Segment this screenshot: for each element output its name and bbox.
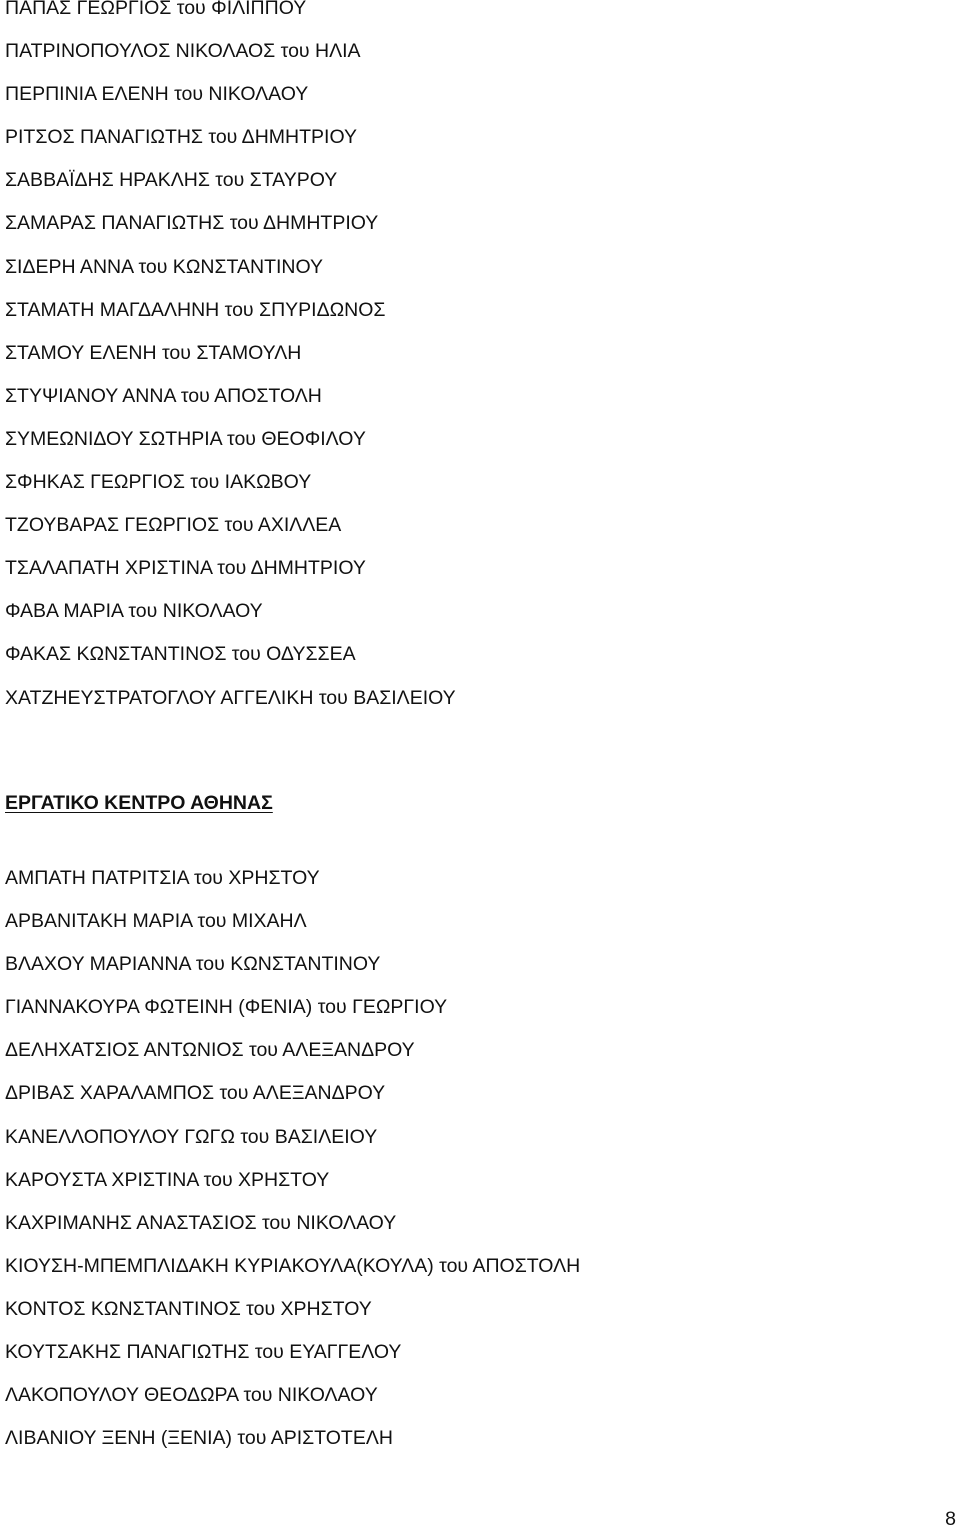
list-item: ΚΑΧΡΙΜΑΝΗΣ ΑΝΑΣΤΑΣΙΟΣ του ΝΙΚΟΛΑΟΥ [5, 1211, 397, 1234]
list-item: ΚΟΝΤΟΣ ΚΩΝΣΤΑΝΤΙΝΟΣ του ΧΡΗΣΤΟΥ [5, 1297, 372, 1320]
list-item: ΣΙΔΕΡΗ ΑΝΝΑ του ΚΩΝΣΤΑΝΤΙΝΟΥ [5, 255, 324, 278]
list-item: ΠΑΤΡΙΝΟΠΟΥΛΟΣ ΝΙΚΟΛΑΟΣ του ΗΛΙΑ [5, 40, 361, 63]
list-item: ΣΦΗΚΑΣ ΓΕΩΡΓΙΟΣ του ΙΑΚΩΒΟΥ [5, 471, 312, 494]
list-item: ΛΑΚΟΠΟΥΛΟΥ ΘΕΟΔΩΡΑ του ΝΙΚΟΛΑΟΥ [5, 1384, 378, 1407]
list-item: ΣΤΥΨΙΑΝΟΥ ΑΝΝΑ του ΑΠΟΣΤΟΛΗ [5, 384, 322, 407]
list-item: ΑΜΠΑΤΗ ΠΑΤΡΙΤΣΙΑ του ΧΡΗΣΤΟΥ [5, 867, 320, 889]
list-item: ΣΑΜΑΡΑΣ ΠΑΝΑΓΙΩΤΗΣ του ΔΗΜΗΤΡΙΟΥ [5, 212, 379, 235]
list-item: ΚΑΝΕΛΛΟΠΟΥΛΟΥ ΓΩΓΩ του ΒΑΣΙΛΕΙΟΥ [5, 1125, 378, 1148]
name-list-top [5, 0, 456, 731]
list-item: ΣΤΑΜΑΤΗ ΜΑΓΔΑΛΗΝΗ του ΣΠΥΡΙΔΩΝΟΣ [5, 298, 386, 321]
list-item: ΑΡΒΑΝΙΤΑΚΗ ΜΑΡΙΑ του ΜΙΧΑΗΛ [5, 910, 307, 933]
list-item: ΡΙΤΣΟΣ ΠΑΝΑΓΙΩΤΗΣ του ΔΗΜΗΤΡΙΟΥ [5, 126, 357, 149]
list-item: ΛΙΒΑΝΙΟΥ ΞΕΝΗ (ΞΕΝΙΑ) του ΑΡΙΣΤΟΤΕΛΗ [5, 1427, 393, 1450]
list-item: ΔΡΙΒΑΣ ΧΑΡΑΛΑΜΠΟΣ του ΑΛΕΞΑΝΔΡΟΥ [5, 1082, 386, 1105]
list-item: ΣΥΜΕΩΝΙΔΟΥ ΣΩΤΗΡΙΑ του ΘΕΟΦΙΛΟΥ [5, 427, 366, 450]
list-item: ΦΑΚΑΣ ΚΩΝΣΤΑΝΤΙΝΟΣ του ΟΔΥΣΣΕΑ [5, 643, 356, 666]
page-number: 8 [945, 1508, 956, 1530]
list-item: ΧΑΤΖΗΕΥΣΤΡΑΤΟΓΛΟΥ ΑΓΓΕΛΙΚΗ του ΒΑΣΙΛΕΙΟΥ [5, 686, 456, 709]
name-list-bottom [5, 868, 580, 1471]
list-item: ΤΖΟΥΒΑΡΑΣ ΓΕΩΡΓΙΟΣ του ΑΧΙΛΛΕΑ [5, 514, 342, 537]
list-item: ΓΙΑΝΝΑΚΟΥΡΑ ΦΩΤΕΙΝΗ (ΦΕΝΙΑ) του ΓΕΩΡΓΙΟΥ [5, 996, 448, 1019]
list-item: ΠΑΠΑΣ ΓΕΩΡΓΙΟΣ του ΦΙΛΙΠΠΟΥ [5, 0, 307, 19]
list-item: ΚΟΥΤΣΑΚΗΣ ΠΑΝΑΓΙΩΤΗΣ του ΕΥΑΓΓΕΛΟΥ [5, 1341, 402, 1364]
section-heading: ΕΡΓΑΤΙΚΟ ΚΕΝΤΡΟ ΑΘΗΝΑΣ [5, 792, 273, 814]
list-item: ΚΑΡΟΥΣΤΑ ΧΡΙΣΤΙΝΑ του ΧΡΗΣΤΟΥ [5, 1168, 330, 1191]
list-item: ΣΤΑΜΟΥ ΕΛΕΝΗ του ΣΤΑΜΟΥΛΗ [5, 341, 302, 364]
list-item: ΔΕΛΗΧΑΤΣΙΟΣ ΑΝΤΩΝΙΟΣ του ΑΛΕΞΑΝΔΡΟΥ [5, 1039, 415, 1062]
list-item: ΣΑΒΒΑΪΔΗΣ ΗΡΑΚΛΗΣ του ΣΤΑΥΡΟΥ [5, 169, 338, 192]
list-item: ΠΕΡΠΙΝΙΑ ΕΛΕΝΗ του ΝΙΚΟΛΑΟΥ [5, 83, 309, 106]
list-item: ΤΣΑΛΑΠΑΤΗ ΧΡΙΣΤΙΝΑ του ΔΗΜΗΤΡΙΟΥ [5, 557, 366, 580]
list-item: ΒΛΑΧΟΥ ΜΑΡΙΑΝΝΑ του ΚΩΝΣΤΑΝΤΙΝΟΥ [5, 953, 381, 976]
list-item: ΦΑΒΑ ΜΑΡΙΑ του ΝΙΚΟΛΑΟΥ [5, 600, 263, 623]
list-item: ΚΙΟΥΣΗ-ΜΠΕΜΠΛΙΔΑΚΗ ΚΥΡΙΑΚΟΥΛΑ(ΚΟΥΛΑ) του ΑΠΟΣΤΟΛΗ [5, 1254, 581, 1277]
